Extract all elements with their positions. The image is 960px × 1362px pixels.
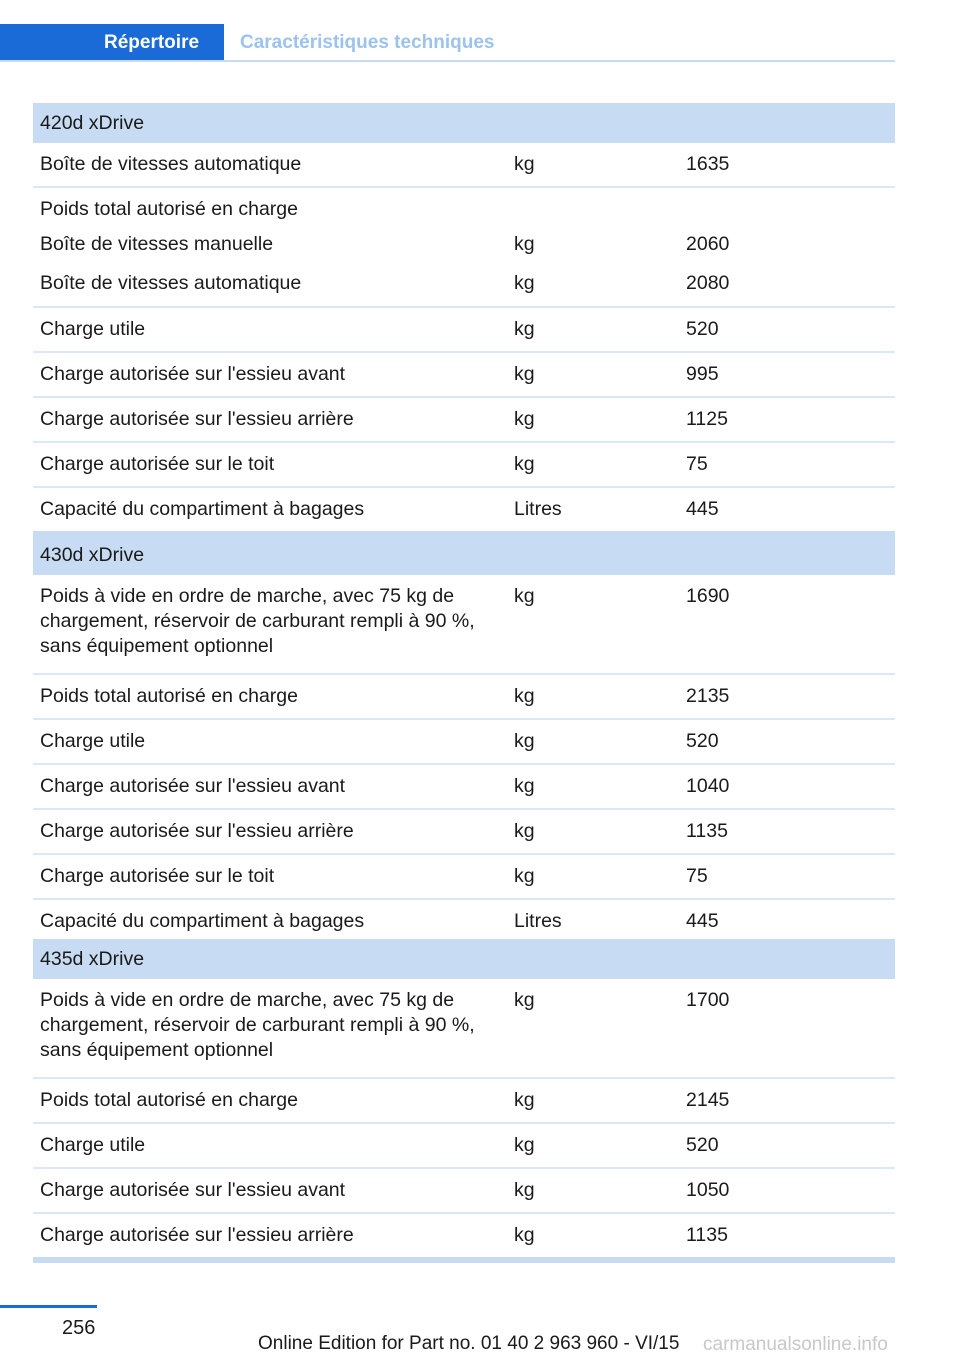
row-unit: kg (514, 153, 535, 175)
spec-table-420d (33, 103, 895, 537)
table-row (33, 675, 895, 720)
row-unit: kg (514, 318, 535, 340)
row-unit: kg (514, 1089, 535, 1111)
row-unit: kg (514, 1134, 535, 1156)
row-unit: kg (514, 989, 535, 1011)
table-row (33, 308, 895, 353)
watermark: carmanualsonline.info (703, 1334, 888, 1355)
row-label: Boîte de vitesses automatique (40, 272, 302, 294)
table-row (33, 488, 895, 537)
row-label: Charge autorisée sur l'essieu arrière (40, 820, 354, 842)
row-label: Charge utile (40, 318, 146, 340)
row-unit: kg (514, 820, 535, 842)
page-number: 256 (62, 1317, 96, 1339)
row-unit: kg (514, 1224, 535, 1246)
table-row (33, 443, 895, 488)
row-unit: kg (514, 363, 535, 385)
table-row (33, 1169, 895, 1214)
row-value: 2080 (686, 272, 730, 294)
table-row (33, 353, 895, 398)
row-unit: kg (514, 408, 535, 430)
row-label: Charge autorisée sur l'essieu arrière (40, 408, 354, 430)
row-label: Charge autorisée sur l'essieu avant (40, 1179, 346, 1201)
row-value: 75 (686, 865, 708, 887)
row-value: 445 (686, 498, 719, 520)
row-unit: kg (514, 865, 535, 887)
tab-caracteristiques-techniques[interactable]: Caractéristiques techniques (240, 32, 495, 53)
row-label: Poids total autorisé en charge (40, 685, 298, 707)
row-label: Poids à vide en ordre de marche, avec 75 kg de chargement, réservoir de carburant rempli à 90 %, sans équipement optionnel (40, 989, 475, 1061)
row-value: 995 (686, 363, 719, 385)
row-unit: kg (514, 685, 535, 707)
table-title: 420d xDrive (33, 103, 895, 143)
table-row (33, 810, 895, 855)
table-row (33, 265, 895, 308)
row-label: Charge utile (40, 730, 146, 752)
row-value: 520 (686, 318, 719, 340)
row-label: Boîte de vitesses automatique (40, 153, 302, 175)
row-value: 1040 (686, 775, 730, 797)
row-unit: Litres (514, 910, 562, 932)
row-label: Charge autorisée sur le toit (40, 453, 275, 475)
row-unit: kg (514, 775, 535, 797)
row-value: 1050 (686, 1179, 730, 1201)
row-value: 520 (686, 730, 719, 752)
row-value: 1125 (686, 408, 728, 430)
row-label: Capacité du compartiment à bagages (40, 498, 365, 520)
row-value: 1135 (686, 820, 728, 842)
footer-accent-line (0, 1305, 97, 1308)
table-row (33, 188, 895, 226)
table-row (33, 720, 895, 765)
table-title: 430d xDrive (33, 535, 895, 575)
row-label: Poids total autorisé en charge (40, 1089, 298, 1111)
row-value: 1700 (686, 989, 730, 1011)
table-title: 435d xDrive (33, 939, 895, 979)
table-row (33, 226, 895, 265)
spec-table-430d (33, 535, 895, 949)
row-label: Charge autorisée sur l'essieu avant (40, 363, 346, 385)
row-value: 1690 (686, 585, 730, 607)
row-value: 2145 (686, 1089, 730, 1111)
table-row (33, 398, 895, 443)
header-divider (0, 60, 895, 62)
row-unit: kg (514, 1179, 535, 1201)
row-label: Charge utile (40, 1134, 146, 1156)
row-value: 445 (686, 910, 719, 932)
row-label: Poids total autorisé en charge (40, 198, 298, 220)
table-row (33, 765, 895, 810)
row-unit: kg (514, 233, 535, 255)
row-unit: kg (514, 730, 535, 752)
row-value: 1135 (686, 1224, 728, 1246)
table-row (33, 979, 895, 1079)
row-label: Charge autorisée sur l'essieu avant (40, 775, 346, 797)
spec-table-435d (33, 939, 895, 1263)
row-unit: Litres (514, 498, 562, 520)
row-value: 1635 (686, 153, 730, 175)
edition-text: Online Edition for Part no. 01 40 2 963 960 - VI/15 (258, 1333, 680, 1354)
row-label: Charge autorisée sur l'essieu arrière (40, 1224, 354, 1246)
row-unit: kg (514, 272, 535, 294)
row-value: 2060 (686, 233, 730, 255)
table-row (33, 143, 895, 188)
row-value: 75 (686, 453, 708, 475)
page-header (0, 24, 895, 62)
table-row (33, 575, 895, 675)
row-unit: kg (514, 453, 535, 475)
row-label: Boîte de vitesses manuelle (40, 233, 274, 255)
row-value: 520 (686, 1134, 719, 1156)
row-value: 2135 (686, 685, 730, 707)
row-label: Charge autorisée sur le toit (40, 865, 275, 887)
table-row (33, 1214, 895, 1263)
row-label: Capacité du compartiment à bagages (40, 910, 365, 932)
row-unit: kg (514, 585, 535, 607)
table-row (33, 855, 895, 900)
table-row (33, 1079, 895, 1124)
row-label: Poids à vide en ordre de marche, avec 75 kg de chargement, réservoir de carburant rempli à 90 %, sans équipement optionnel (40, 585, 475, 657)
tab-repertoire[interactable]: Répertoire (0, 24, 224, 62)
table-row (33, 1124, 895, 1169)
